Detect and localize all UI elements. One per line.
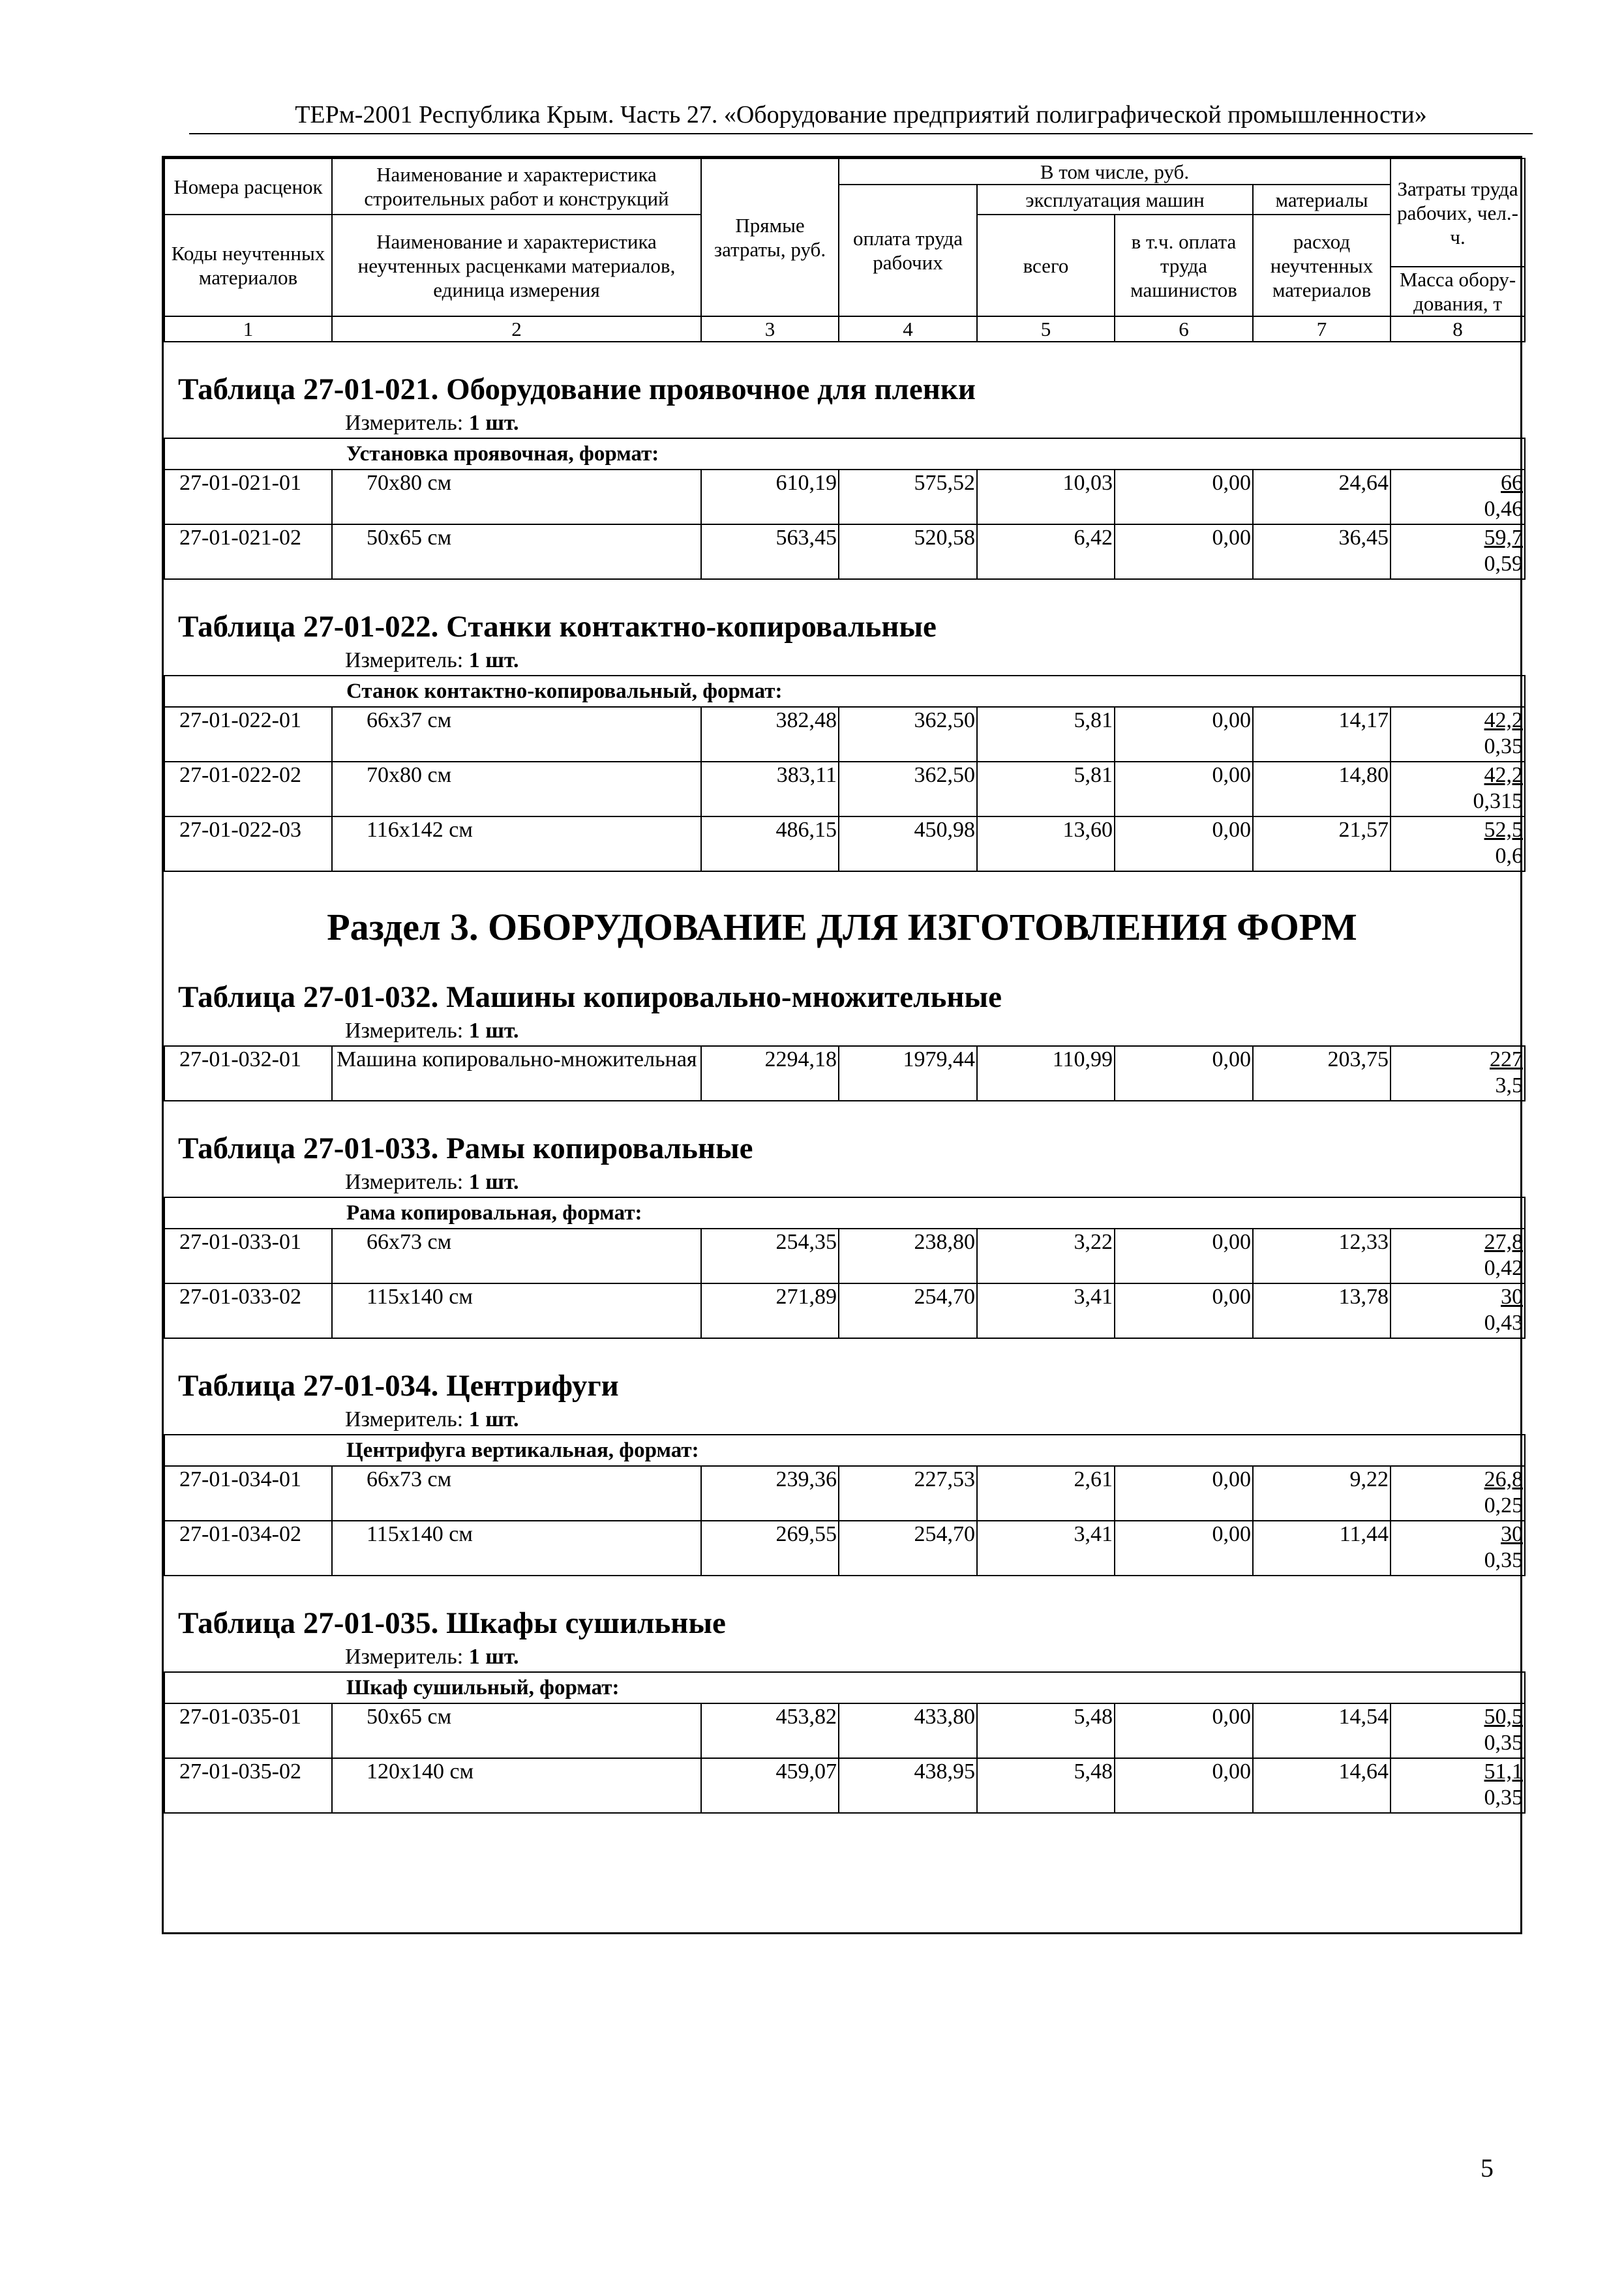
materials-cost: 21,57 xyxy=(1253,816,1391,871)
rate-name: 120x140 см xyxy=(332,1758,701,1813)
materials-cost: 14,80 xyxy=(1253,762,1391,816)
machine-total: 3,22 xyxy=(977,1229,1115,1283)
col2-header-bottom: Наименование и характеристика неучтенных расценками материалов, единица измерения xyxy=(332,215,701,316)
col-number: 6 xyxy=(1115,316,1253,342)
rate-code: 27-01-021-01 xyxy=(164,470,332,524)
unit-of-measure xyxy=(164,409,1520,438)
rate-code: 27-01-033-01 xyxy=(164,1229,332,1283)
machinist-wage: 0,00 xyxy=(1115,707,1253,762)
table-row xyxy=(164,1758,1525,1813)
col7-header: расход неучтенных материалов xyxy=(1253,215,1391,316)
direct-cost: 269,55 xyxy=(701,1521,839,1576)
labor-hours: 227 xyxy=(1490,1047,1523,1071)
col4-header: оплата труда рабочих xyxy=(839,185,977,316)
equipment-mass: 0,35 xyxy=(1484,1731,1524,1755)
rate-code: 27-01-034-02 xyxy=(164,1521,332,1576)
labor-and-mass xyxy=(1391,1283,1525,1338)
direct-cost: 383,11 xyxy=(701,762,839,816)
rates-table xyxy=(164,1045,1526,1101)
direct-cost: 382,48 xyxy=(701,707,839,762)
materials-cost: 9,22 xyxy=(1253,1466,1391,1521)
rate-code: 27-01-021-02 xyxy=(164,524,332,579)
labor-and-mass xyxy=(1391,816,1525,871)
labor-hours: 30 xyxy=(1501,1285,1524,1309)
rate-name: Машина копировально-множительная xyxy=(332,1046,701,1101)
rate-code: 27-01-022-01 xyxy=(164,707,332,762)
group-spacer xyxy=(164,1197,332,1229)
direct-cost: 459,07 xyxy=(701,1758,839,1813)
rate-code: 27-01-035-01 xyxy=(164,1703,332,1758)
rate-code: 27-01-033-02 xyxy=(164,1283,332,1338)
col-number: 3 xyxy=(701,316,839,342)
labor-and-mass xyxy=(1391,1466,1525,1521)
machinist-wage: 0,00 xyxy=(1115,470,1253,524)
col2-header-top: Наименование и характеристика строительных работ и конструкций xyxy=(332,158,701,215)
col1-header-top: Номера расценок xyxy=(164,158,332,215)
running-header: ТЕРм-2001 Республика Крым. Часть 27. «Оборудование предприятий полиграфической промышленности» xyxy=(295,101,1427,128)
direct-cost: 254,35 xyxy=(701,1229,839,1283)
table-row xyxy=(164,1466,1525,1521)
table-title: Таблица 27-01-035. Шкафы сушильные xyxy=(178,1606,726,1640)
labor-and-mass xyxy=(1391,707,1525,762)
materials-cost: 11,44 xyxy=(1253,1521,1391,1576)
direct-cost: 453,82 xyxy=(701,1703,839,1758)
table-title: Таблица 27-01-032. Машины копировально-множительные xyxy=(178,980,1002,1014)
col-number: 7 xyxy=(1253,316,1391,342)
labor-hours: 42,2 xyxy=(1484,763,1524,787)
unit-of-measure xyxy=(164,1168,1520,1197)
table-title: Таблица 27-01-022. Станки контактно-копировальные xyxy=(178,610,937,644)
rates-table xyxy=(164,675,1526,872)
rate-name: 116x142 см xyxy=(332,816,701,871)
col3-header: Прямые затраты, руб. xyxy=(701,158,839,316)
group-spacer xyxy=(164,1435,332,1466)
equipment-mass: 0,59 xyxy=(1484,552,1524,576)
meter-label: Измеритель: xyxy=(345,1645,464,1669)
equipment-mass: 0,6 xyxy=(1495,844,1524,868)
col-number: 2 xyxy=(332,316,701,342)
machinist-wage: 0,00 xyxy=(1115,1046,1253,1101)
rate-name: 66x73 см xyxy=(332,1466,701,1521)
table-row xyxy=(164,524,1525,579)
group-label: Установка проявочная, формат: xyxy=(332,438,1525,470)
equipment-mass: 0,35 xyxy=(1484,1548,1524,1572)
labor-and-mass xyxy=(1391,1229,1525,1283)
rate-code: 27-01-035-02 xyxy=(164,1758,332,1813)
rate-name: 50x65 см xyxy=(332,1703,701,1758)
rate-name: 115x140 см xyxy=(332,1283,701,1338)
group-spacer xyxy=(164,1672,332,1703)
equipment-mass: 0,35 xyxy=(1484,734,1524,758)
tables-body xyxy=(164,342,1524,1814)
machine-total: 3,41 xyxy=(977,1521,1115,1576)
worker-wage: 575,52 xyxy=(839,470,977,524)
machinist-wage: 0,00 xyxy=(1115,524,1253,579)
direct-cost: 486,15 xyxy=(701,816,839,871)
group-label: Центрифуга вертикальная, формат: xyxy=(332,1435,1525,1466)
group-spacer xyxy=(164,438,332,470)
group-spacer xyxy=(164,676,332,707)
labor-hours: 52,5 xyxy=(1484,818,1524,842)
meter-label: Измеритель: xyxy=(345,1407,464,1431)
group-label: Рама копировальная, формат: xyxy=(332,1197,1525,1229)
machinist-wage: 0,00 xyxy=(1115,816,1253,871)
labor-and-mass xyxy=(1391,524,1525,579)
table-row xyxy=(164,816,1525,871)
header-rule xyxy=(189,133,1533,134)
worker-wage: 450,98 xyxy=(839,816,977,871)
machine-total: 13,60 xyxy=(977,816,1115,871)
meter-value: 1 шт. xyxy=(468,1407,519,1431)
materials-cost: 24,64 xyxy=(1253,470,1391,524)
machine-total: 10,03 xyxy=(977,470,1115,524)
col1-header-bottom: Коды неучтенных материалов xyxy=(164,215,332,316)
table-row xyxy=(164,1229,1525,1283)
machinist-wage: 0,00 xyxy=(1115,762,1253,816)
meter-value: 1 шт. xyxy=(468,648,519,672)
table-row xyxy=(164,1521,1525,1576)
labor-and-mass xyxy=(1391,1046,1525,1101)
materials-cost: 14,54 xyxy=(1253,1703,1391,1758)
worker-wage: 362,50 xyxy=(839,707,977,762)
meter-value: 1 шт. xyxy=(468,1170,519,1194)
machinist-wage: 0,00 xyxy=(1115,1466,1253,1521)
group-label: Станок контактно-копировальный, формат: xyxy=(332,676,1525,707)
direct-cost: 239,36 xyxy=(701,1466,839,1521)
equipment-mass: 3,5 xyxy=(1495,1073,1523,1098)
equipment-mass: 0,25 xyxy=(1484,1493,1524,1518)
rate-name: 66x73 см xyxy=(332,1229,701,1283)
materials-cost: 14,17 xyxy=(1253,707,1391,762)
direct-cost: 563,45 xyxy=(701,524,839,579)
worker-wage: 227,53 xyxy=(839,1466,977,1521)
col8-header-bottom: Масса обору-дования, т xyxy=(1391,267,1525,316)
machine-total: 3,41 xyxy=(977,1283,1115,1338)
meter-label: Измеритель: xyxy=(345,411,464,435)
meter-label: Измеритель: xyxy=(345,648,464,672)
rates-table-frame xyxy=(162,156,1522,1934)
labor-hours: 66 xyxy=(1501,471,1524,495)
meter-value: 1 шт. xyxy=(468,1645,519,1669)
worker-wage: 438,95 xyxy=(839,1758,977,1813)
col8-header-top: Затраты труда рабочих, чел.-ч. xyxy=(1391,158,1525,267)
meter-label: Измеритель: xyxy=(345,1170,464,1194)
equipment-mass: 0,42 xyxy=(1484,1256,1524,1280)
labor-and-mass xyxy=(1391,1758,1525,1813)
col-number: 4 xyxy=(839,316,977,342)
rate-name: 115x140 см xyxy=(332,1521,701,1576)
section-heading: Раздел 3. ОБОРУДОВАНИЕ ДЛЯ ИЗГОТОВЛЕНИЯ ФОРМ xyxy=(327,906,1357,948)
table-title: Таблица 27-01-033. Рамы копировальные xyxy=(178,1131,753,1165)
table-title: Таблица 27-01-021. Оборудование проявочное для пленки xyxy=(178,372,976,406)
equipment-mass: 0,35 xyxy=(1484,1786,1524,1810)
direct-cost: 2294,18 xyxy=(701,1046,839,1101)
machine-total: 2,61 xyxy=(977,1466,1115,1521)
table-row xyxy=(164,707,1525,762)
labor-hours: 26,8 xyxy=(1484,1467,1524,1491)
table-row xyxy=(164,470,1525,524)
equipment-mass: 0,46 xyxy=(1484,497,1524,521)
meter-label: Измеритель: xyxy=(345,1019,464,1043)
table-row xyxy=(164,1283,1525,1338)
machinist-wage: 0,00 xyxy=(1115,1229,1253,1283)
materials-header: материалы xyxy=(1253,185,1391,215)
table-row xyxy=(164,1046,1525,1101)
col-number: 1 xyxy=(164,316,332,342)
meter-value: 1 шт. xyxy=(468,411,519,435)
rate-name: 50x65 см xyxy=(332,524,701,579)
page-number: 5 xyxy=(1481,2153,1494,2183)
materials-cost: 203,75 xyxy=(1253,1046,1391,1101)
machine-total: 5,81 xyxy=(977,762,1115,816)
unit-of-measure xyxy=(164,1405,1520,1434)
rate-code: 27-01-022-03 xyxy=(164,816,332,871)
worker-wage: 520,58 xyxy=(839,524,977,579)
machinist-wage: 0,00 xyxy=(1115,1283,1253,1338)
col6-header: в т.ч. оплата труда машинистов xyxy=(1115,215,1253,316)
labor-and-mass xyxy=(1391,762,1525,816)
materials-cost: 14,64 xyxy=(1253,1758,1391,1813)
worker-wage: 1979,44 xyxy=(839,1046,977,1101)
rates-table xyxy=(164,438,1526,580)
labor-hours: 42,2 xyxy=(1484,708,1524,732)
unit-of-measure xyxy=(164,646,1520,675)
direct-cost: 271,89 xyxy=(701,1283,839,1338)
rate-code: 27-01-022-02 xyxy=(164,762,332,816)
rate-code: 27-01-034-01 xyxy=(164,1466,332,1521)
labor-and-mass xyxy=(1391,1703,1525,1758)
worker-wage: 238,80 xyxy=(839,1229,977,1283)
rate-name: 70x80 см xyxy=(332,470,701,524)
machinist-wage: 0,00 xyxy=(1115,1758,1253,1813)
machine-total: 5,81 xyxy=(977,707,1115,762)
machines-header: эксплуатация машин xyxy=(977,185,1253,215)
table-title: Таблица 27-01-034. Центрифуги xyxy=(178,1369,619,1403)
worker-wage: 254,70 xyxy=(839,1283,977,1338)
labor-hours: 59,7 xyxy=(1484,526,1524,550)
machinist-wage: 0,00 xyxy=(1115,1703,1253,1758)
machinist-wage: 0,00 xyxy=(1115,1521,1253,1576)
worker-wage: 362,50 xyxy=(839,762,977,816)
equipment-mass: 0,43 xyxy=(1484,1311,1524,1335)
equipment-mass: 0,315 xyxy=(1473,789,1524,813)
rate-name: 66x37 см xyxy=(332,707,701,762)
col-number: 8 xyxy=(1391,316,1525,342)
labor-hours: 51,1 xyxy=(1484,1759,1524,1784)
labor-and-mass xyxy=(1391,470,1525,524)
col-number: 5 xyxy=(977,316,1115,342)
machine-total: 5,48 xyxy=(977,1703,1115,1758)
materials-cost: 13,78 xyxy=(1253,1283,1391,1338)
rate-code: 27-01-032-01 xyxy=(164,1046,332,1101)
column-header-table xyxy=(164,158,1526,342)
labor-and-mass xyxy=(1391,1521,1525,1576)
meter-value: 1 шт. xyxy=(468,1019,519,1043)
table-row xyxy=(164,1703,1525,1758)
labor-hours: 27,8 xyxy=(1484,1230,1524,1254)
machine-total: 5,48 xyxy=(977,1758,1115,1813)
group-label: Шкаф сушильный, формат: xyxy=(332,1672,1525,1703)
materials-cost: 12,33 xyxy=(1253,1229,1391,1283)
materials-cost: 36,45 xyxy=(1253,524,1391,579)
worker-wage: 254,70 xyxy=(839,1521,977,1576)
rate-name: 70x80 см xyxy=(332,762,701,816)
rates-table xyxy=(164,1671,1526,1814)
rates-table xyxy=(164,1434,1526,1576)
machine-total: 110,99 xyxy=(977,1046,1115,1101)
labor-hours: 50,5 xyxy=(1484,1705,1524,1729)
labor-hours: 30 xyxy=(1501,1522,1524,1546)
col5-header: всего xyxy=(977,215,1115,316)
unit-of-measure xyxy=(164,1643,1520,1671)
machine-total: 6,42 xyxy=(977,524,1115,579)
table-row xyxy=(164,762,1525,816)
rates-table xyxy=(164,1197,1526,1339)
incl-header: В том числе, руб. xyxy=(839,158,1391,185)
direct-cost: 610,19 xyxy=(701,470,839,524)
worker-wage: 433,80 xyxy=(839,1703,977,1758)
unit-of-measure xyxy=(164,1017,1520,1045)
